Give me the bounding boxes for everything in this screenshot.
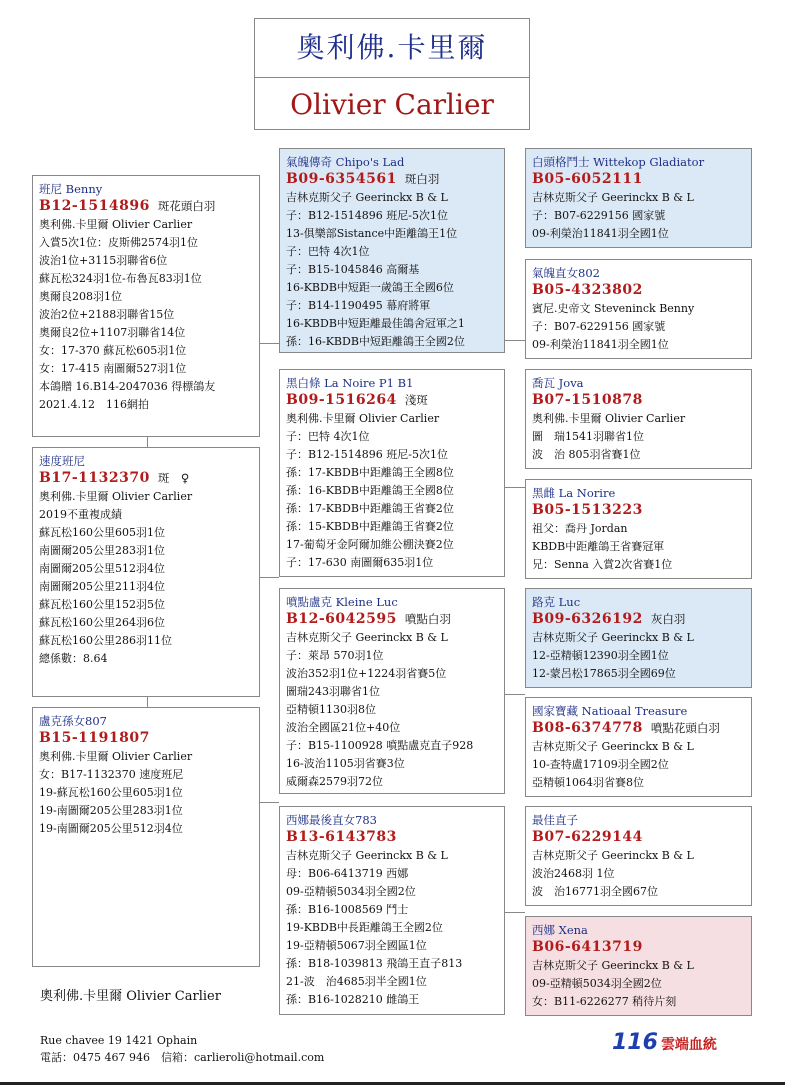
record-line: 吉林克斯父子 Geerinckx B & L (286, 631, 448, 644)
pedigree-card-ggp-1 (525, 148, 752, 248)
ring-number-row (532, 391, 745, 410)
record-line: 本鴿贈 16.B14-2047036 得標鴿友 (39, 380, 216, 393)
pedigree-card-ggp-2 (525, 259, 752, 359)
bird-name: 氣魄傳奇 Chipo's Lad (286, 155, 405, 169)
record-line: 女：B17-1132370 速度班尼 (39, 768, 184, 781)
ring-number-row (532, 828, 745, 847)
record-line: 亞精頓1130羽8位 (286, 703, 376, 716)
record-line: 子：B15-1045846 高爾基 (286, 263, 420, 276)
record-line: 圖瑞243羽聯省1位 (286, 685, 380, 698)
record-line: 吉林克斯父子 Geerinckx B & L (532, 191, 694, 204)
record-line: 波治1位+3115羽聯省6位 (39, 254, 168, 267)
ring-number-row (532, 719, 745, 738)
bird-color: 斑花頭白羽 (157, 199, 216, 213)
record-line: 子：17-630 南圖爾635羽1位 (286, 556, 434, 569)
record-line: 子：B15-1100928 噴點盧克直子928 (286, 739, 474, 752)
bird-name: 路克 Luc (532, 595, 581, 609)
ring-number: B08-6374778 (532, 720, 643, 736)
record-line: 孫：15-KBDB中距離鴿王省賽2位 (286, 520, 454, 533)
record-line: 入賞5次1位：皮斯佛2574羽1位 (39, 236, 198, 249)
ring-number-row (532, 170, 745, 189)
pedigree-card-sire (32, 175, 260, 437)
ring-number-row (532, 281, 745, 300)
record-line: 2019不重複成績 (39, 508, 122, 521)
record-line: 威爾森2579羽72位 (286, 775, 383, 788)
pedigree-card-dam (32, 707, 260, 967)
bird-color: 斑 ♀ (157, 471, 190, 485)
record-line: 南圖爾205公里283羽1位 (39, 544, 165, 557)
record-line: 女：B11-6226277 稍待片刻 (532, 995, 677, 1008)
bird-name: 氣魄直女802 (532, 266, 600, 280)
connector-line (505, 340, 525, 341)
record-line: 子：B07-6229156 國家號 (532, 209, 666, 222)
record-line: 孫：B16-1028210 雌鴿王 (286, 993, 420, 1006)
bird-color: 淺斑 (404, 393, 428, 407)
bird-name: 速度班尼 (39, 454, 85, 468)
connector-line (505, 487, 525, 488)
connector-line (505, 694, 525, 695)
bird-name: 喬瓦 Jova (532, 376, 584, 390)
record-line: 孫：16-KBDB中短距離鴿王全國2位 (286, 335, 465, 348)
record-line: 2021.4.12 116網拍 (39, 398, 149, 411)
breeder-contact (40, 1032, 324, 1066)
record-line: 16-波治1105羽省賽3位 (286, 757, 405, 770)
breeder-name: 奧利佛.卡里爾 Olivier Carlier (40, 989, 221, 1004)
record-line: 12-亞精頓12390羽全國1位 (532, 649, 669, 662)
record-line: KBDB中距離鴿王省賽冠軍 (532, 540, 665, 553)
record-line: 奧爾良208羽1位 (39, 290, 122, 303)
ring-number-row (532, 610, 745, 629)
ring-number: B12-6042595 (286, 611, 397, 627)
record-line: 子：B12-1514896 班尼-5次1位 (286, 448, 448, 461)
ring-number: B09-6354561 (286, 171, 397, 187)
breeder-phone-email: 電話：0475 467 946 信箱：carlieroli@hotmail.com (40, 1051, 325, 1064)
record-line: 女：17-370 蘇瓦松605羽1位 (39, 344, 187, 357)
title-english: Olivier Carlier (290, 88, 494, 121)
record-line: 子：B12-1514896 班尼-5次1位 (286, 209, 448, 222)
bird-name: 西娜最後直女783 (286, 813, 377, 827)
record-line: 吉林克斯父子 Geerinckx B & L (286, 191, 448, 204)
connector-line (147, 436, 148, 447)
bird-name: 黑白條 La Noire P1 B1 (286, 376, 414, 390)
record-line: 奧利佛.卡里爾 Olivier Carlier (532, 412, 686, 425)
pedigree-card-ggp-6 (525, 697, 752, 797)
record-line: 09-亞精頓5034羽全國2位 (286, 885, 416, 898)
record-line: 波治352羽1位+1224羽省賽5位 (286, 667, 447, 680)
pedigree-card-granddam-maternal (279, 806, 505, 1015)
record-line: 09-利榮治11841羽全國1位 (532, 338, 669, 351)
ring-number: B05-6052111 (532, 171, 643, 187)
bird-name: 噴點盧克 Kleine Luc (286, 595, 398, 609)
record-line: 16-KBDB中短距離最佳鴿舍冠軍之1 (286, 317, 465, 330)
record-line: 子：B14-1190495 幕府將軍 (286, 299, 431, 312)
record-line: 吉林克斯父子 Geerinckx B & L (532, 631, 694, 644)
ring-number: B07-1510878 (532, 392, 643, 408)
record-line: 子：巴特 4次1位 (286, 430, 370, 443)
record-line: 奧利佛.卡里爾 Olivier Carlier (39, 490, 193, 503)
record-line: 亞精頓1064羽省賽8位 (532, 776, 644, 789)
ring-number: B07-6229144 (532, 829, 643, 845)
record-line: 19-亞精頓5067羽全國區1位 (286, 939, 427, 952)
pedigree-card-ggp-8 (525, 916, 752, 1016)
ring-number: B17-1132370 (39, 470, 150, 486)
record-line: 蘇瓦松160公里286羽11位 (39, 634, 172, 647)
record-line: 奧爾良2位+1107羽聯省14位 (39, 326, 186, 339)
title-box (254, 18, 530, 130)
record-line: 母：B06-6413719 西娜 (286, 867, 409, 880)
pedigree-card-grandsire-paternal (279, 148, 505, 353)
pedigree-card-granddam-paternal (279, 369, 505, 577)
bird-name: 白頭格鬥士 Wittekop Gladiator (532, 155, 705, 169)
record-line: 09-利榮治11841羽全國1位 (532, 227, 669, 240)
connector-line (259, 802, 279, 803)
record-line: 子：巴特 4次1位 (286, 245, 370, 258)
connector-line (505, 912, 525, 913)
record-line: 總係數：8.64 (39, 652, 108, 665)
record-line: 蘇瓦松160公里605羽1位 (39, 526, 165, 539)
bird-name: 國家寶藏 Natioaal Treasure (532, 704, 688, 718)
bird-name: 西娜 Xena (532, 923, 588, 937)
pedigree-card-ggp-4 (525, 479, 752, 579)
logo-number: 116 (612, 1030, 658, 1055)
ring-number-row (39, 469, 253, 488)
record-line: 南圖爾205公里211羽4位 (39, 580, 165, 593)
record-line: 19-KBDB中長距離鴿王全國2位 (286, 921, 443, 934)
ring-number: B05-1513223 (532, 502, 643, 518)
record-line: 吉林克斯父子 Geerinckx B & L (532, 849, 694, 862)
bird-name: 班尼 Benny (39, 182, 103, 196)
ring-number-row (532, 938, 745, 957)
record-line: 孫：B16-1008569 鬥士 (286, 903, 409, 916)
record-line: 波治2位+2188羽聯省15位 (39, 308, 175, 321)
bird-name: 盧克孫女807 (39, 714, 107, 728)
record-line: 子：萊昂 570羽1位 (286, 649, 384, 662)
record-line: 奧利佛.卡里爾 Olivier Carlier (39, 218, 193, 231)
record-line: 波治全國區21位+40位 (286, 721, 401, 734)
record-line: 蘇瓦松160公里152羽5位 (39, 598, 165, 611)
record-line: 女：17-415 南圖爾527羽1位 (39, 362, 187, 375)
connector-line (259, 577, 279, 578)
bird-name: 黑雌 La Norire (532, 486, 616, 500)
bird-color: 噴點白羽 (404, 612, 451, 626)
ring-number: B13-6143783 (286, 829, 397, 845)
record-line: 賓尼.史帝文 Steveninck Benny (532, 302, 695, 315)
ring-number: B09-6326192 (532, 611, 643, 627)
record-line: 蘇瓦松324羽1位-布魯瓦83羽1位 (39, 272, 202, 285)
ring-number: B15-1191807 (39, 730, 150, 746)
bird-name: 最佳直子 (532, 813, 578, 827)
ring-number-row (532, 501, 745, 520)
record-line: 吉林克斯父子 Geerinckx B & L (286, 849, 448, 862)
record-line: 16-KBDB中短距一歲鴿王全國6位 (286, 281, 454, 294)
pedigree-card-ggp-7 (525, 806, 752, 906)
logo-text: 雲端血統 (660, 1037, 717, 1053)
record-line: 19-南圖爾205公里283羽1位 (39, 804, 183, 817)
record-line: 21-波 治4685羽半全國1位 (286, 975, 427, 988)
ring-number: B06-6413719 (532, 939, 643, 955)
record-line: 蘇瓦松160公里264羽6位 (39, 616, 165, 629)
ring-number: B05-4323802 (532, 282, 643, 298)
pedigree-card-grandsire-maternal (279, 588, 505, 794)
record-line: 吉林克斯父子 Geerinckx B & L (532, 959, 694, 972)
ring-number-row (286, 610, 498, 629)
record-line: 南圖爾205公里512羽4位 (39, 562, 165, 575)
bird-color: 灰白羽 (650, 612, 686, 626)
record-line: 09-亞精頓5034羽全國2位 (532, 977, 662, 990)
record-line: 孫：B18-1039813 飛鴿王直子813 (286, 957, 463, 970)
ring-number-row (39, 197, 253, 216)
breeder-address: Rue chavee 19 1421 Ophain (40, 1034, 198, 1047)
record-line: 13-俱樂部Sistance中距離鴿王1位 (286, 227, 458, 240)
record-line: 孫：17-KBDB中距離鴿王全國8位 (286, 466, 454, 479)
record-line: 波治2468羽 1位 (532, 867, 615, 880)
bird-color: 斑白羽 (404, 172, 440, 186)
pedigree-card-ggp-5 (525, 588, 752, 688)
ring-number-row (286, 391, 498, 410)
title-chinese: 奧利佛.卡里爾 (255, 19, 529, 78)
record-line: 奧利佛.卡里爾 Olivier Carlier (286, 412, 440, 425)
connector-line (259, 343, 279, 344)
ring-number-row (286, 828, 498, 847)
pedigree-card-ggp-3 (525, 369, 752, 469)
record-line: 孫：17-KBDB中距離鴿王省賽2位 (286, 502, 454, 515)
record-line: 19-南圖爾205公里512羽4位 (39, 822, 183, 835)
record-line: 奧利佛.卡里爾 Olivier Carlier (39, 750, 193, 763)
ring-number: B09-1516264 (286, 392, 397, 408)
record-line: 祖父：喬丹 Jordan (532, 522, 628, 535)
record-line: 19-蘇瓦松160公里605羽1位 (39, 786, 183, 799)
record-line: 圖 瑞1541羽聯省1位 (532, 430, 644, 443)
record-line: 10-查特盧17109羽全國2位 (532, 758, 669, 771)
record-line: 波 治16771羽全國67位 (532, 885, 658, 898)
record-line: 孫：16-KBDB中距離鴿王全國8位 (286, 484, 454, 497)
bird-color: 噴點花頭白羽 (650, 721, 720, 735)
ring-number-row (286, 170, 498, 189)
record-line: 波 治 805羽省賽1位 (532, 448, 641, 461)
record-line: 子：B07-6229156 國家號 (532, 320, 666, 333)
connector-line (147, 697, 148, 707)
record-line: 兄：Senna 入賞2次省賽1位 (532, 558, 673, 571)
brand-logo (612, 1030, 717, 1055)
record-line: 12-蒙呂松17865羽全國69位 (532, 667, 676, 680)
pedigree-card-subject (32, 447, 260, 697)
ring-number-row (39, 729, 253, 748)
ring-number: B12-1514896 (39, 198, 150, 214)
record-line: 17-葡萄牙金阿爾加維公棚決賽2位 (286, 538, 454, 551)
record-line: 吉林克斯父子 Geerinckx B & L (532, 740, 694, 753)
